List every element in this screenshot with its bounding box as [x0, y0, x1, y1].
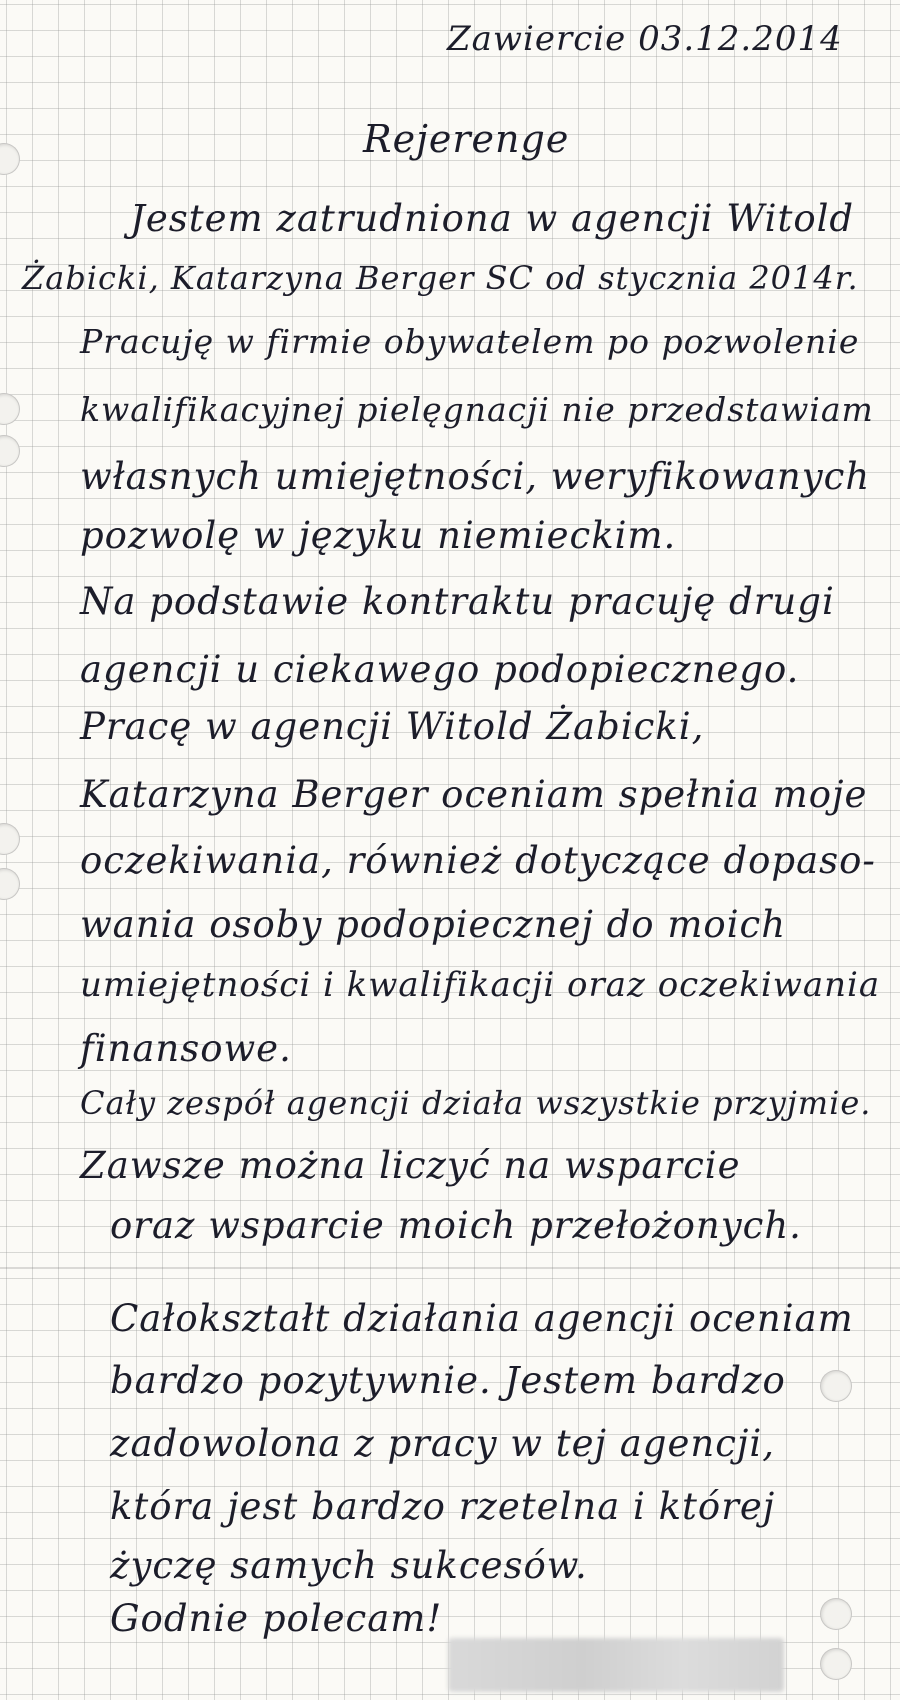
redacted-signature [448, 1638, 784, 1692]
text-line: Godnie polecam! [110, 1597, 443, 1640]
text-line: umiejętności i kwalifikacji oraz oczekiwania [80, 965, 881, 1005]
text-line: agencji u ciekawego podopiecznego. [80, 648, 800, 691]
text-line: Cały zespół agencji działa wszystkie przyjmie. [80, 1084, 872, 1122]
binder-hole [820, 1648, 852, 1680]
text-line: pozwolę w języku niemieckim. [80, 514, 677, 557]
text-line: Jestem zatrudniona w agencji Witold [130, 197, 855, 240]
binder-hole [820, 1598, 852, 1630]
place-date: Zawiercie 03.12.2014 [447, 19, 843, 59]
text-line: kwalifikacyjnej pielęgnacji nie przedstawiam [80, 390, 874, 429]
text-line: Na podstawie kontraktu pracuję drugi [80, 580, 835, 623]
page-fold-line [0, 1267, 900, 1269]
binder-hole [0, 435, 20, 467]
binder-hole [0, 393, 20, 425]
text-line: Całokształt działania agencji oceniam [110, 1297, 854, 1340]
text-line: bardzo pozytywnie. Jestem bardzo [110, 1359, 786, 1402]
letter-title: Rejerenge [363, 117, 570, 161]
text-line: życzę samych sukcesów. [110, 1544, 588, 1587]
text-line: Żabicki, Katarzyna Berger SC od stycznia 2014r. [22, 259, 859, 297]
binder-hole [0, 143, 20, 175]
text-line: zadowolona z pracy w tej agencji, [110, 1422, 775, 1465]
binder-hole [0, 823, 20, 855]
text-line: Pracuję w firmie obywatelem po pozwolenie [80, 322, 860, 361]
text-line: która jest bardzo rzetelna i której [110, 1485, 776, 1528]
text-line: Katarzyna Berger oceniam spełnia moje [80, 773, 868, 816]
text-line: Pracę w agencji Witold Żabicki, [80, 705, 705, 748]
text-line: oraz wsparcie moich przełożonych. [110, 1204, 802, 1247]
text-line: Zawsze można liczyć na wsparcie [80, 1144, 741, 1187]
text-line: oczekiwania, również dotyczące dopaso- [80, 839, 876, 882]
text-line: finansowe. [80, 1027, 292, 1070]
binder-hole [820, 1370, 852, 1402]
text-line: wania osoby podopiecznej do moich [80, 903, 787, 946]
binder-hole [0, 868, 20, 900]
text-line: własnych umiejętności, weryfikowanych [80, 455, 871, 498]
